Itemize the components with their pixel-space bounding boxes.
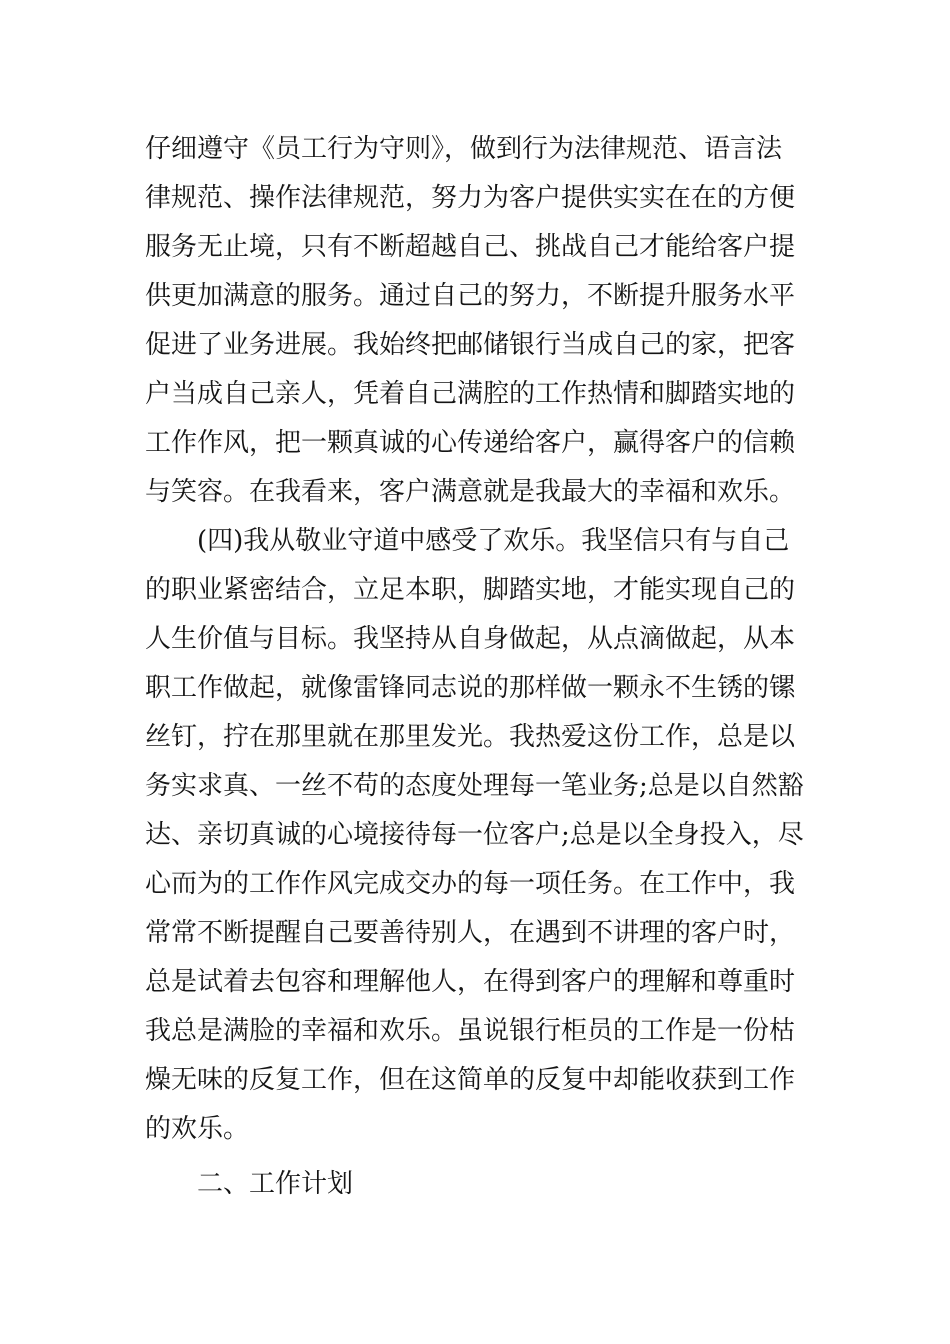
text-line: 供更加满意的服务。通过自己的努力，不断提升服务水平 xyxy=(145,281,796,311)
text-line: 律规范、操作法律规范，努力为客户提供实实在在的方便 xyxy=(145,183,796,213)
text-line: 的职业紧密结合，立足本职，脚踏实地，才能实现自己的 xyxy=(145,575,796,605)
text-line: 职工作做起，就像雷锋同志说的那样做一颗永不生锈的镙 xyxy=(145,673,796,703)
paragraph-start-line: (四)我从敬业守道中感受了欢乐。我坚信只有与自己 xyxy=(197,526,790,556)
text-line: 丝钉，拧在那里就在那里发光。我热爱这份工作，总是以 xyxy=(145,722,796,752)
text-line: 心而为的工作作风完成交办的每一项任务。在工作中，我 xyxy=(145,869,796,899)
text-line: 人生价值与目标。我坚持从自身做起，从点滴做起，从本 xyxy=(145,624,796,654)
section-heading: 二、工作计划 xyxy=(197,1169,354,1199)
text-line: 燥无味的反复工作，但在这简单的反复中却能收获到工作 xyxy=(145,1065,796,1095)
text-line: 我总是满脸的幸福和欢乐。虽说银行柜员的工作是一份枯 xyxy=(145,1016,796,1046)
text-line: 总是试着去包容和理解他人，在得到客户的理解和尊重时 xyxy=(145,967,796,997)
text-line: 达、亲切真诚的心境接待每一位客户;总是以全身投入，尽 xyxy=(145,820,804,850)
text-line: 户当成自己亲人，凭着自己满腔的工作热情和脚踏实地的 xyxy=(145,379,796,409)
text-line: 常常不断提醒自己要善待别人，在遇到不讲理的客户时， xyxy=(145,918,796,948)
text-line: 的欢乐。 xyxy=(145,1114,250,1144)
text-line: 仔细遵守《员工行为守则》，做到行为法律规范、语言法 xyxy=(145,134,783,164)
text-line: 与笑容。在我看来，客户满意就是我最大的幸福和欢乐。 xyxy=(145,477,796,507)
text-line: 促进了业务进展。我始终把邮储银行当成自己的家，把客 xyxy=(145,330,796,360)
text-line: 工作作风，把一颗真诚的心传递给客户，赢得客户的信赖 xyxy=(145,428,796,458)
text-line: 务实求真、一丝不苟的态度处理每一笔业务;总是以自然豁 xyxy=(145,771,804,801)
text-line: 服务无止境，只有不断超越自己、挑战自己才能给客户提 xyxy=(145,232,796,262)
document-body xyxy=(145,125,815,1209)
